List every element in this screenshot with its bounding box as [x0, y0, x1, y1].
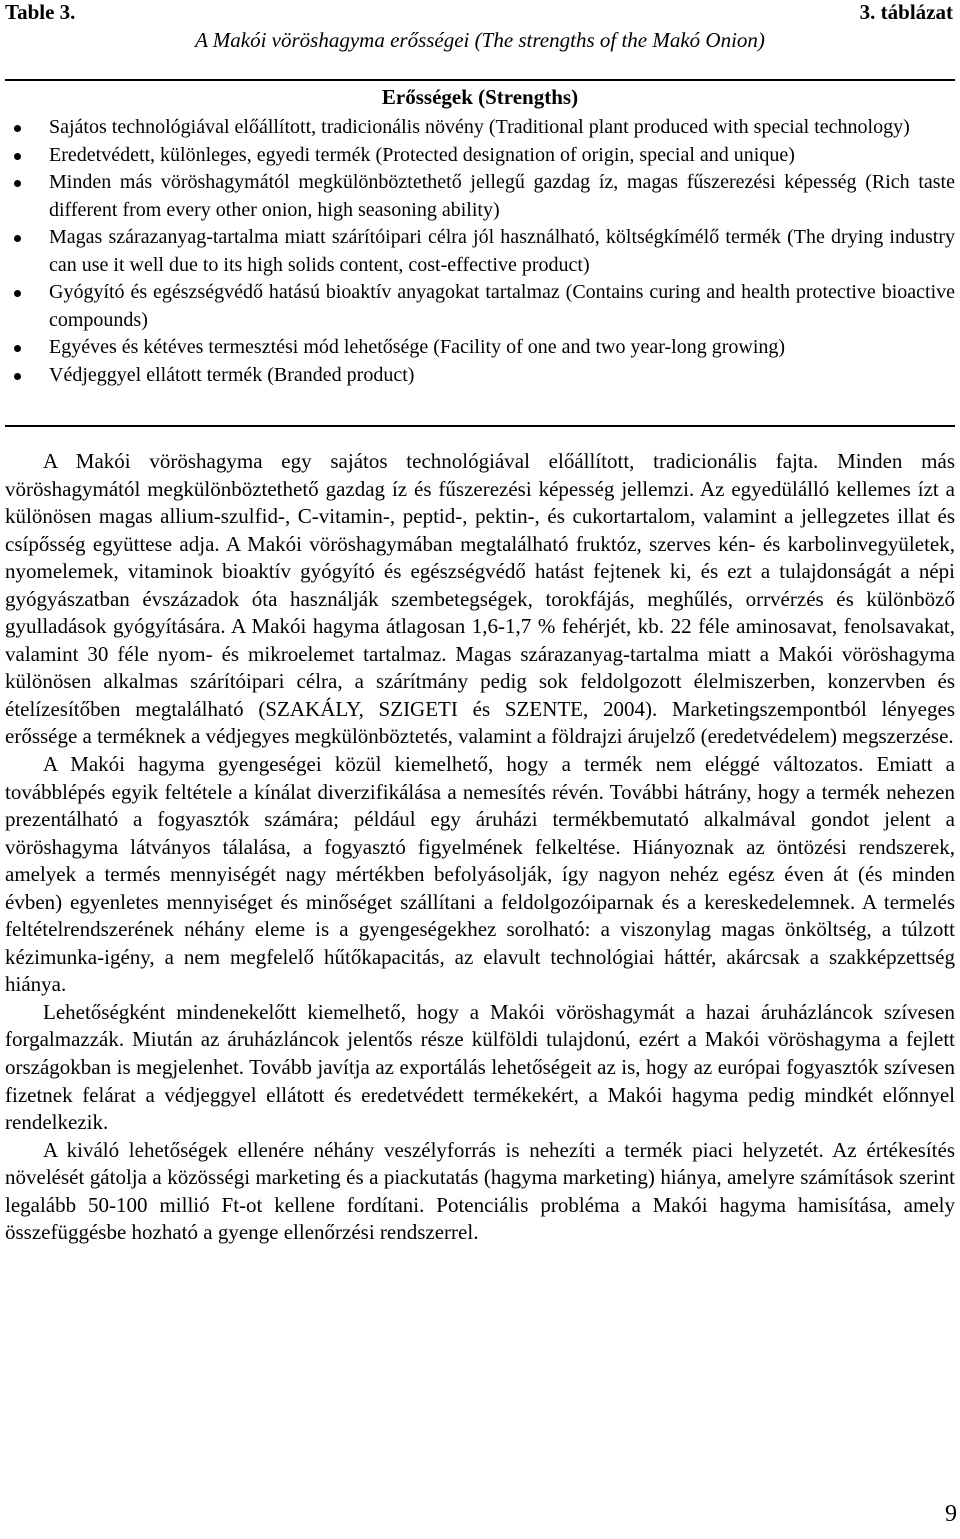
list-item: [5, 114, 955, 142]
table-label-hu: 3. táblázat: [859, 0, 953, 24]
bullet-icon: [14, 345, 21, 352]
table-heading: Erősségek (Strengths): [381, 85, 579, 109]
list-item-text: Sajátos technológiával előállított, tradicionális növény (Traditional plant produced with special technology): [49, 116, 910, 138]
list-item: [5, 362, 955, 390]
body-text: [5, 448, 955, 1247]
bullet-icon: [14, 235, 21, 242]
table-label-en: Table 3.: [5, 0, 76, 24]
table-caption: A Makói vöröshagyma erősségei (The strengths of the Makó Onion): [195, 28, 765, 52]
table-header: [5, 0, 953, 24]
list-item-text: Gyógyító és egészségvédő hatású bioaktív anyagokat tartalmaz (Contains curing and health protective bioactive compounds): [49, 281, 955, 331]
list-item-text: Eredetvédett, különleges, egyedi termék (Protected designation of origin, special and unique): [49, 143, 795, 166]
table-bottom-rule: [5, 425, 955, 427]
paragraph: A Makói hagyma gyengeségei közül kiemelhető, hogy a termék nem eléggé változatos. Emiatt a továbblépés egyik feltétele a kínálat diverzifikálása a nemesítés révén. További hátrány, hogy a termék nehezen prezentálható a fogyasztók számára; például egy áruházi termékbemutató alkalmával gondot jelent a vöröshagyma látványos tálalása, a fogyasztó figyelmének felkeltése. Hiányoznak az öntözési rendszerek, amelyek a termés mennyiségét nagy mértékben befolyásolják, így nagyon nehéz egész éven át (és minden évben) egyenletes mennyiséget és minőséget szállítani a feldolgozóiparnak és a kereskedelemnek. A termelés feltételrendszerének néhány eleme is a gyengeségekhez sorolható: a viszonylag magas önköltség, a túlzott kézimunka-igény, a nem megfelelő hűtőkapacitás, az elavult technológiai háttér, akárcsak a szakképzettség hiánya.: [5, 752, 955, 997]
page-number: 9: [945, 1501, 957, 1527]
list-item-text: Egyéves és kétéves termesztési mód lehetősége (Facility of one and two year-long growing): [49, 336, 786, 358]
list-item-text: Védjeggyel ellátott termék (Branded product): [49, 363, 415, 386]
bullet-icon: [14, 153, 21, 160]
bullet-icon: [14, 125, 21, 132]
list-item: [5, 142, 955, 170]
list-item-text: Minden más vöröshagymától megkülönböztethető jellegű gazdag íz, magas fűszerezési képesség (Rich taste different from every other onion, high seasoning ability): [49, 171, 955, 221]
table-top-rule: [5, 79, 955, 81]
bullet-icon: [14, 180, 21, 187]
list-item: [5, 169, 955, 224]
bullet-icon: [14, 290, 21, 297]
bullet-icon: [14, 373, 21, 380]
paragraph: A Makói vöröshagyma egy sajátos technológiával előállított, tradicionális fajta. Minden más vöröshagymától megkülönböztethető gazdag íz és fűszerezési képesség jellemzi. Az egyedülálló kellemes ízt a különösen magas allium-szulfid-, C-vitamin-, peptid-, pektin-, és cukortartalom, valamint a jellegzetes illat és csípősség együttese adja. A Makói vöröshagymában megtalálható fruktóz, szerves kén- és karbolinvegyületek, nyomelemek, vitaminok bioaktív gyógyító és egészségvédő hatást fejtenek ki, és ezt a tulajdonságát a népi gyógyászatban évszázadok óta használják szembetegségek, torokfájás, meghűlés, orrvérzés és különböző gyulladások gyógyítására. A Makói hagyma átlagosan 1,6-1,7 % fehérjét, kb. 22 féle aminosavat, fenolsavakat, valamint 30 féle nyom- és mikroelemet tartalmaz. Magas szárazanyag-tartalma miatt a Makói vöröshagyma különösen alkalmas szárítóipari célra, a szárítmány pedig sok feldolgozott élelmiszerben, konzervben és ételízesítőben megtalálható (SZAKÁLY, SZIGETI és SZENTE, 2004). Marketingszempontból lényeges erőssége a terméknek a védjegyes megkülönböztetés, valamint a földrajzi árujelző (eredetvédelem) megszerzése.: [5, 449, 955, 749]
paragraph: A kiváló lehetőségek ellenére néhány veszélyforrás is nehezíti a termék piaci helyzetét. Az értékesítés növelését gátolja a közösségi marketing és a piackutatás (hagyma marketing) hiánya, amelyre számítások szerint legalább 50-100 millió Ft-ot kellene fordítani. Potenciális probléma a Makói hagyma hamisítása, amely összefüggésbe hozható a gyenge ellenőrzési rendszerrel.: [5, 1137, 955, 1245]
list-item: [5, 224, 955, 279]
list-item: [5, 334, 955, 362]
paragraph: Lehetőségként mindenekelőtt kiemelhető, hogy a Makói vöröshagymát a hazai áruházláncok szívesen forgalmazzák. Miután az áruházláncok jelentős része külföldi tulajdonú, ezért a Makói vöröshagyma a fejlett országokban is megjelenhet. Tovább javítja az exportálás lehetőségeit az is, hogy az európai fogyasztók szívesen fizetnek felárat a védjeggyel ellátott és eredetvédett termékekért, a Makói hagyma pedig mindkét előnnyel rendelkezik.: [5, 999, 955, 1135]
list-item-text: Magas szárazanyag-tartalma miatt szárítóipari célra jól használható, költségkímélő termék (The drying industry can use it well due to its high solids content, cost-effective product): [49, 226, 955, 276]
strengths-list: [5, 114, 955, 389]
list-item: [5, 279, 955, 334]
